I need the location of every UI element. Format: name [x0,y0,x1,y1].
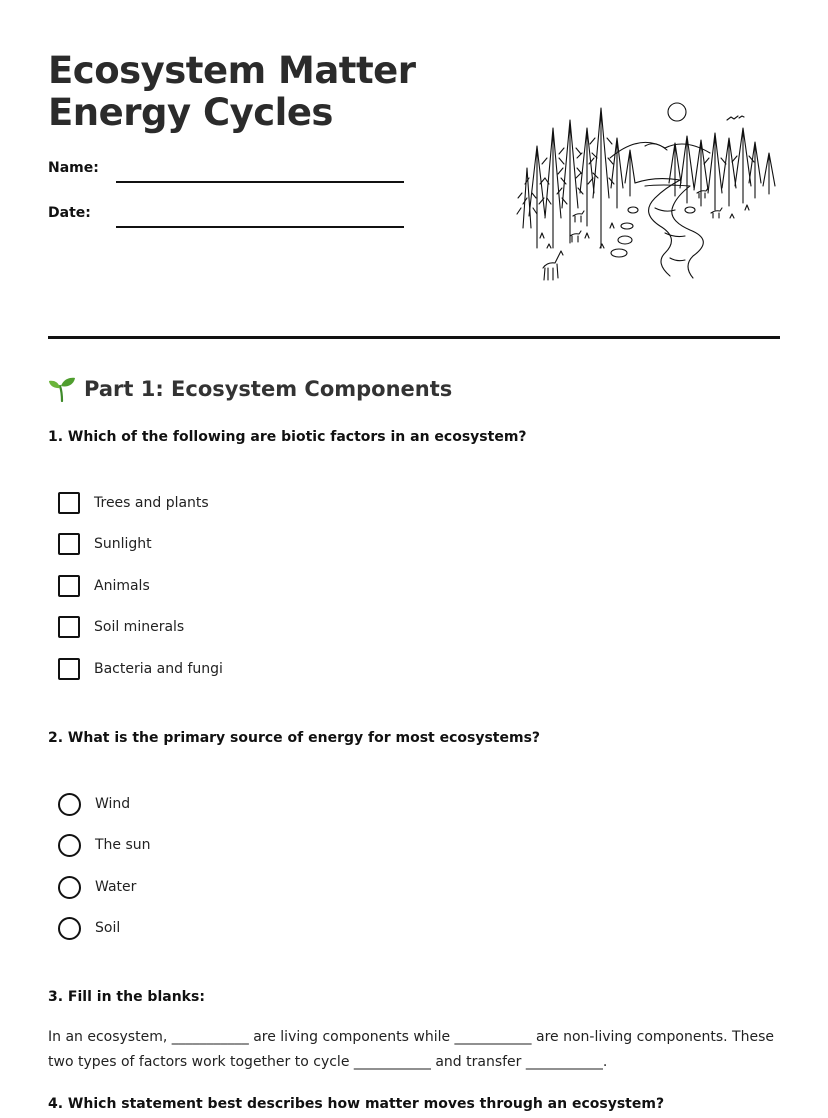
option-label: Soil [95,920,121,936]
question-3: 3. Fill in the blanks: [48,989,205,1005]
q1-option-sunlight[interactable] [58,532,152,556]
q1-option-soil-minerals[interactable] [58,615,184,639]
option-label: Wind [95,796,131,812]
option-label: The sun [95,837,151,853]
option-label: Animals [94,578,150,594]
section-part-1-header [48,372,452,406]
date-label: Date: [48,205,91,221]
q2-option-wind[interactable] [58,792,130,816]
title-line-2: Energy Cycles [48,91,333,134]
section-title: Part 1: Ecosystem Components [84,377,453,401]
option-label: Bacteria and fungi [94,661,223,677]
section-divider [48,336,780,339]
radio-button[interactable] [58,793,81,816]
checkbox[interactable] [58,616,80,638]
worksheet-title [48,50,468,134]
checkbox[interactable] [58,492,80,514]
name-field[interactable] [116,181,404,183]
q1-option-bacteria-and-fungi[interactable] [58,657,223,681]
checkbox[interactable] [58,575,80,597]
option-label: Soil minerals [94,619,185,635]
radio-button[interactable] [58,876,81,899]
question-4: 4. Which statement best describes how matter moves through an ecosystem? [48,1096,665,1112]
date-field[interactable] [116,226,404,228]
q2-option-soil[interactable] [58,916,120,940]
seedling-icon [48,376,76,402]
checkbox[interactable] [58,658,80,680]
q2-option-water[interactable] [58,875,136,899]
name-label: Name: [48,160,99,176]
q2-option-the-sun[interactable] [58,833,151,857]
q1-option-animals[interactable] [58,574,150,598]
q1-option-trees-and-plants[interactable] [58,491,209,515]
radio-button[interactable] [58,917,81,940]
title-line-1: Ecosystem Matter [48,49,416,92]
option-label: Sunlight [94,536,152,552]
question-1: 1. Which of the following are biotic factors in an ecosystem? [48,429,527,445]
option-label: Trees and plants [94,495,209,511]
forest-landscape-illustration [515,98,780,293]
checkbox[interactable] [58,533,80,555]
option-label: Water [95,879,137,895]
radio-button[interactable] [58,834,81,857]
question-2: 2. What is the primary source of energy for most ecosystems? [48,730,541,746]
fill-in-blanks-paragraph[interactable]: In an ecosystem, ___________ are living components while ___________ are non-living components. These two types of factors work together to cycle ___________ and transfer ___________. [48,1029,774,1070]
